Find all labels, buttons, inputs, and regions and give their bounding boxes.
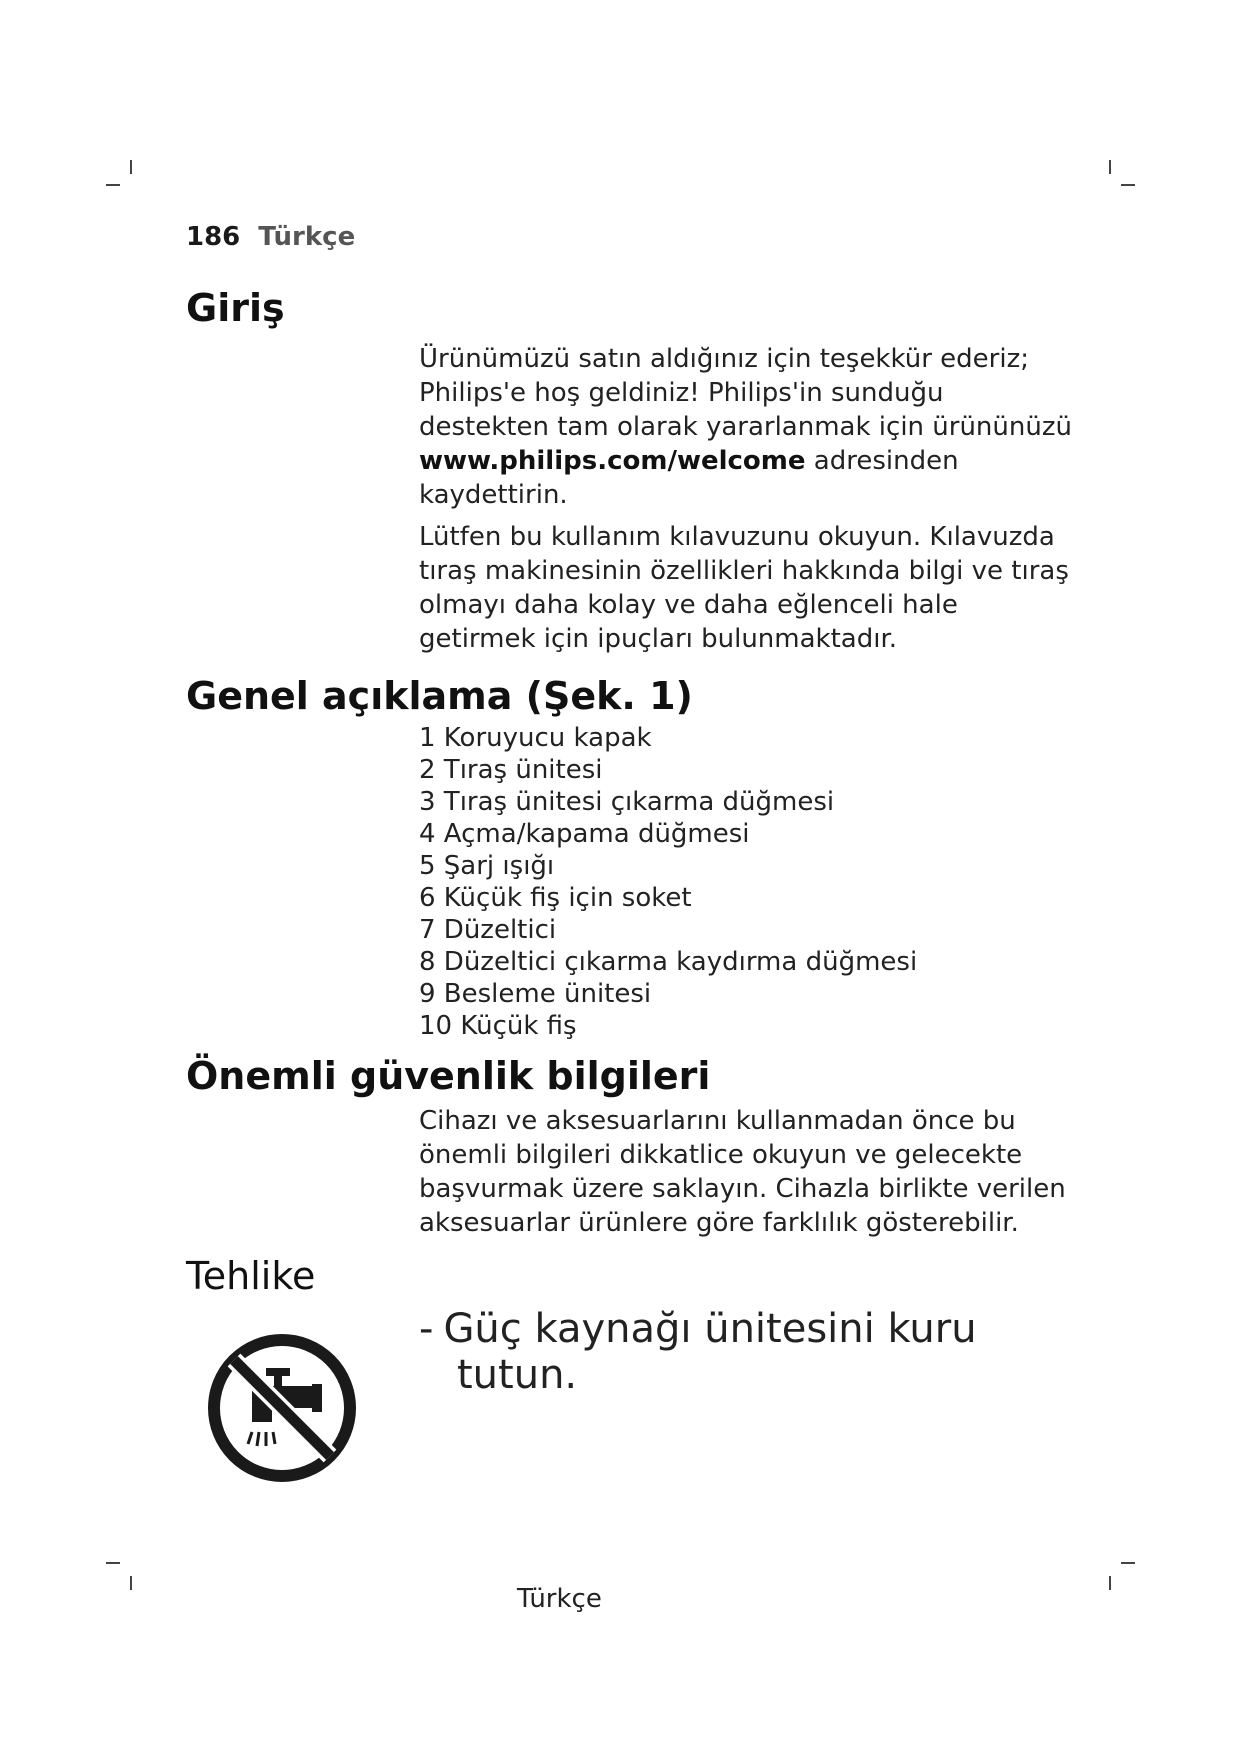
- giris-text: Ürünümüzü satın aldığınız için teşekkür ederiz; Philips'e hoş geldiniz! Philips'in sunduğu destekten tam olarak yararlanmak için ürününüzü: [419, 344, 1072, 442]
- giris-text: adresinden kaydettirin.: [419, 446, 959, 510]
- crop-mark: [130, 1576, 132, 1590]
- section-title-guvenlik: Önemli güvenlik bilgileri: [186, 1054, 711, 1098]
- crop-mark: [1121, 1562, 1135, 1564]
- header-language: Türkçe: [258, 222, 356, 252]
- guvenlik-paragraph: Cihazı ve aksesuarlarını kullanmadan önce bu önemli bilgileri dikkatlice okuyun ve gelecekte başvurmak üzere saklayın. Cihazla birlikte verilen aksesuarlar ürünlere göre farklılık gösterebilir.: [419, 1106, 1066, 1238]
- no-water-tap-icon: [204, 1330, 360, 1486]
- crop-mark: [130, 160, 132, 174]
- crop-mark: [106, 1562, 120, 1564]
- parts-list: [419, 722, 917, 1042]
- section-title-giris: Giriş: [186, 286, 285, 330]
- section-title-genel: Genel açıklama (Şek. 1): [186, 674, 693, 718]
- giris-paragraph-1: [419, 342, 1079, 512]
- list-item: 10 Küçük fiş: [419, 1011, 577, 1041]
- list-item: 7 Düzeltici: [419, 915, 557, 945]
- crop-mark: [1109, 1576, 1111, 1590]
- list-item: 9 Besleme ünitesi: [419, 979, 652, 1009]
- list-item: 3 Tıraş ünitesi çıkarma düğmesi: [419, 787, 835, 817]
- list-item: 6 Küçük fiş için soket: [419, 883, 692, 913]
- page-footer: Türkçe: [517, 1584, 602, 1614]
- page-header: [186, 222, 355, 252]
- warning-line-1: Güç kaynağı ünitesini kuru: [443, 1306, 977, 1352]
- welcome-url: www.philips.com/welcome: [419, 446, 806, 476]
- list-item: 8 Düzeltici çıkarma kaydırma düğmesi: [419, 947, 918, 977]
- page-number: 186: [186, 222, 241, 252]
- warning-line-2: tutun.: [457, 1352, 578, 1398]
- list-item: 5 Şarj ışığı: [419, 851, 555, 881]
- crop-mark: [106, 184, 120, 186]
- list-item: 1 Koruyucu kapak: [419, 723, 652, 753]
- giris-paragraph-2: Lütfen bu kullanım kılavuzunu okuyun. Kılavuzda tıraş makinesinin özellikleri hakkında bilgi ve tıraş olmayı daha kolay ve daha eğlenceli hale getirmek için ipuçları bulunmaktadır.: [419, 522, 1069, 654]
- crop-mark: [1109, 160, 1111, 174]
- list-item: 2 Tıraş ünitesi: [419, 755, 603, 785]
- warning-text: [419, 1306, 1039, 1398]
- warning-dash: -: [419, 1306, 434, 1352]
- list-item: 4 Açma/kapama düğmesi: [419, 819, 750, 849]
- crop-mark: [1121, 184, 1135, 186]
- section-title-tehlike: Tehlike: [186, 1254, 316, 1298]
